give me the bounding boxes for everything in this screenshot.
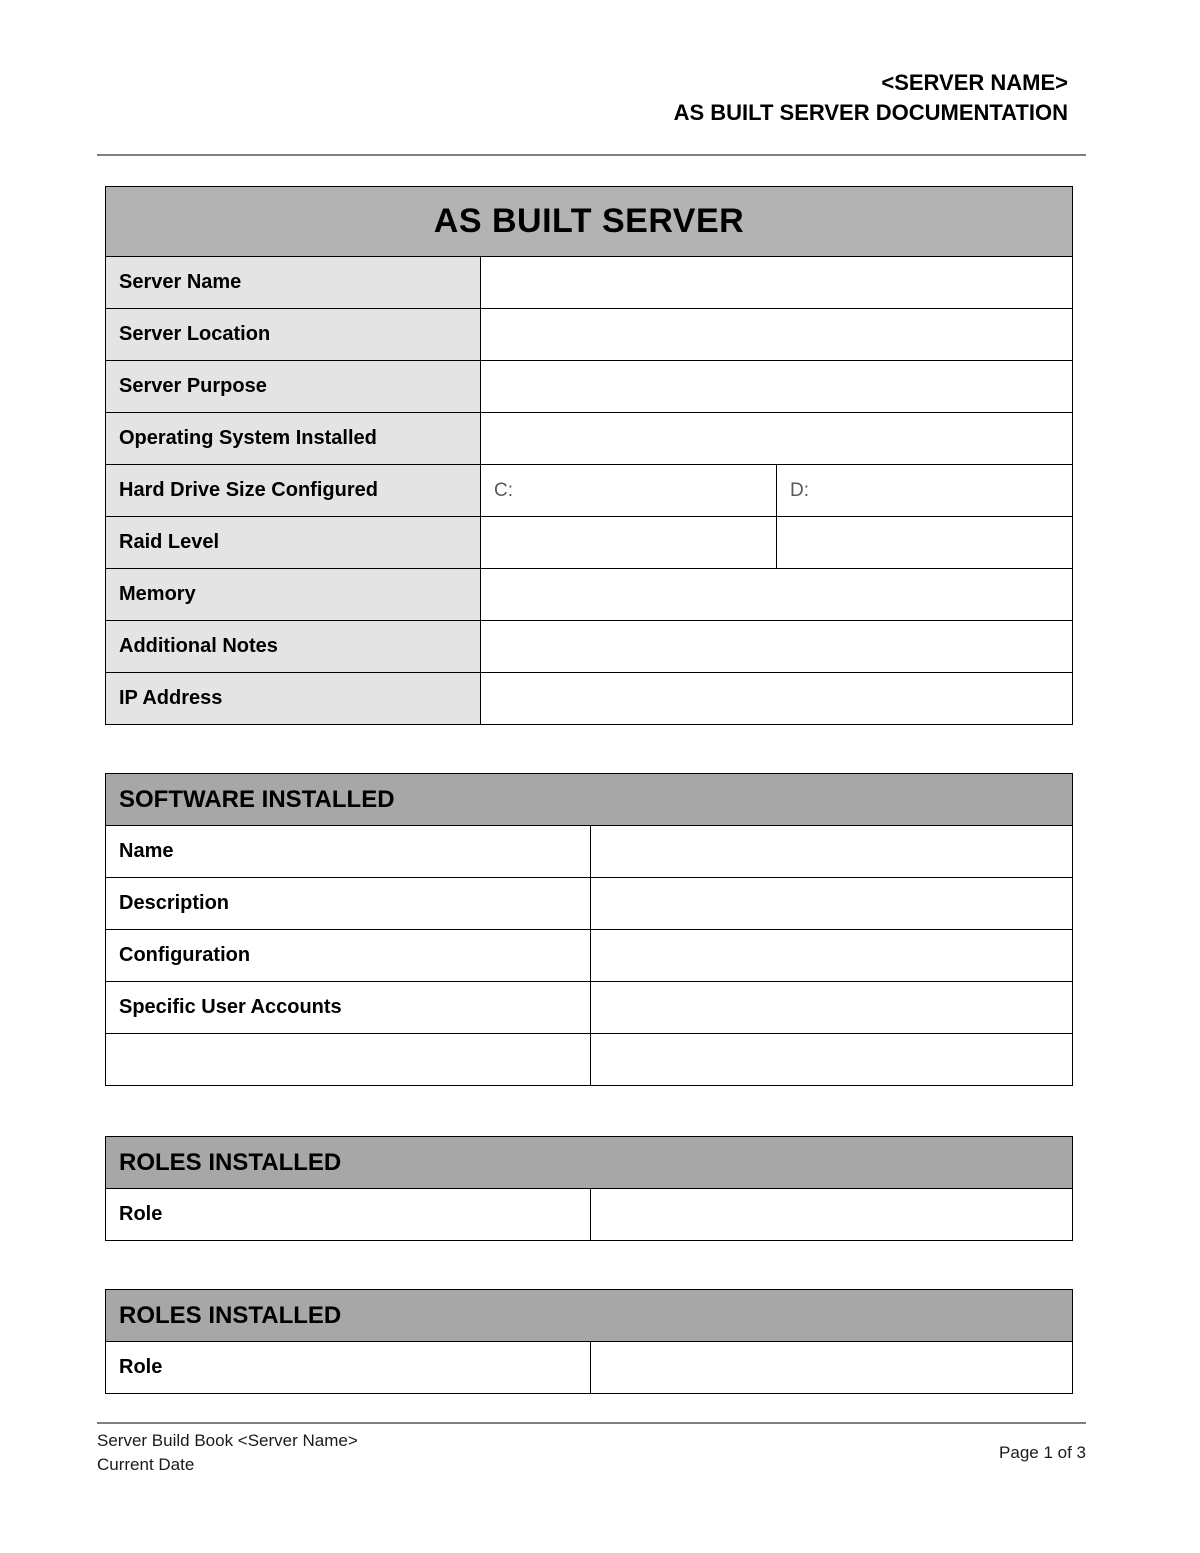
software-user-accounts-label: Specific User Accounts (106, 982, 591, 1034)
ip-address-value[interactable] (481, 673, 1073, 725)
server-name-label: Server Name (106, 257, 481, 309)
software-user-accounts-value[interactable] (591, 982, 1073, 1034)
software-name-value[interactable] (591, 826, 1073, 878)
software-title: SOFTWARE INSTALLED (106, 774, 1073, 826)
document-page (97, 0, 1086, 1477)
doc-header-title: AS BUILT SERVER DOCUMENTATION (673, 100, 1068, 125)
as-built-title: AS BUILT SERVER (106, 187, 1073, 257)
roles-1-role-label: Role (106, 1189, 591, 1241)
server-purpose-value[interactable] (481, 361, 1073, 413)
roles-1-title: ROLES INSTALLED (106, 1137, 1073, 1189)
additional-notes-value[interactable] (481, 621, 1073, 673)
table-row (106, 982, 1073, 1034)
software-extra-value[interactable] (591, 1034, 1073, 1086)
software-installed-table (105, 773, 1073, 1086)
roles-1-title-row (106, 1137, 1073, 1189)
header-rule (97, 154, 1086, 156)
additional-notes-label: Additional Notes (106, 621, 481, 673)
raid-level-c-value[interactable] (481, 517, 777, 569)
roles-2-role-value[interactable] (591, 1342, 1073, 1394)
software-extra-label-cell[interactable] (106, 1034, 591, 1086)
as-built-table (105, 186, 1073, 725)
footer-page-number: Page 1 of 3 (999, 1443, 1086, 1462)
table-row (106, 878, 1073, 930)
table-row (106, 1342, 1073, 1394)
os-installed-value[interactable] (481, 413, 1073, 465)
os-installed-label: Operating System Installed (106, 413, 481, 465)
table-row (106, 413, 1073, 465)
table-row (106, 361, 1073, 413)
table-row (106, 465, 1073, 517)
software-configuration-value[interactable] (591, 930, 1073, 982)
roles-installed-table-1 (105, 1136, 1073, 1241)
table-row (106, 1034, 1073, 1086)
hard-drive-d-value[interactable]: D: (777, 465, 1073, 517)
footer-current-date: Current Date (97, 1455, 195, 1474)
software-name-label: Name (106, 826, 591, 878)
server-location-label: Server Location (106, 309, 481, 361)
software-configuration-label: Configuration (106, 930, 591, 982)
server-location-value[interactable] (481, 309, 1073, 361)
as-built-title-row (106, 187, 1073, 257)
doc-header-server-name: <SERVER NAME> (881, 70, 1068, 95)
table-row (106, 621, 1073, 673)
server-name-value[interactable] (481, 257, 1073, 309)
roles-installed-table-2 (105, 1289, 1073, 1394)
page-footer (97, 1422, 1086, 1477)
table-row (106, 309, 1073, 361)
table-row (106, 569, 1073, 621)
software-description-label: Description (106, 878, 591, 930)
memory-value[interactable] (481, 569, 1073, 621)
roles-2-title-row (106, 1290, 1073, 1342)
memory-label: Memory (106, 569, 481, 621)
raid-level-d-value[interactable] (777, 517, 1073, 569)
roles-1-role-value[interactable] (591, 1189, 1073, 1241)
doc-header (105, 68, 1072, 128)
footer-build-book: Server Build Book <Server Name> (97, 1431, 358, 1450)
table-row (106, 1189, 1073, 1241)
table-row (106, 257, 1073, 309)
footer-left (97, 1429, 358, 1477)
table-row (106, 517, 1073, 569)
server-purpose-label: Server Purpose (106, 361, 481, 413)
hard-drive-label: Hard Drive Size Configured (106, 465, 481, 517)
roles-2-role-label: Role (106, 1342, 591, 1394)
ip-address-label: IP Address (106, 673, 481, 725)
table-row (106, 826, 1073, 878)
raid-level-label: Raid Level (106, 517, 481, 569)
table-row (106, 673, 1073, 725)
software-description-value[interactable] (591, 878, 1073, 930)
roles-2-title: ROLES INSTALLED (106, 1290, 1073, 1342)
hard-drive-c-value[interactable]: C: (481, 465, 777, 517)
table-row (106, 930, 1073, 982)
software-title-row (106, 774, 1073, 826)
